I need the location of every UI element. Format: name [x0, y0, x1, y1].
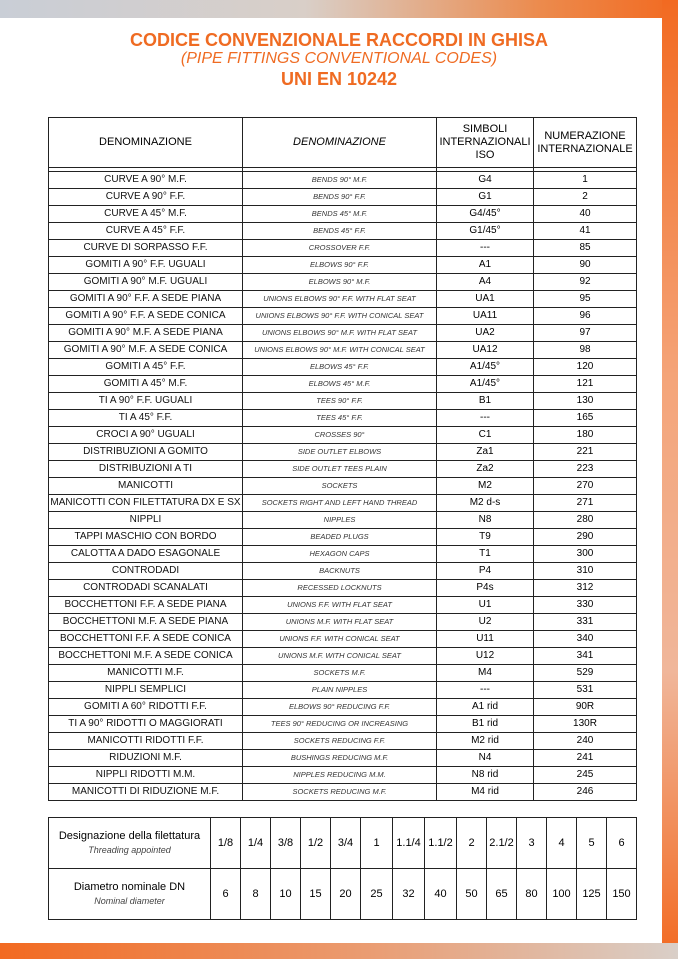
fitting-name-it: CURVE DI SORPASSO F.F.	[49, 240, 243, 257]
header-iso-line: ISO	[475, 149, 495, 161]
fitting-name-it: TI A 90° F.F. UGUALI	[49, 393, 243, 410]
table-row	[49, 580, 637, 597]
international-number: 241	[534, 750, 637, 767]
table-row	[49, 597, 637, 614]
iso-symbol: M4 rid	[437, 784, 534, 801]
international-number: 130	[534, 393, 637, 410]
thread-size-cell: 1.1/4	[393, 818, 425, 869]
fitting-name-it: MANICOTTI DI RIDUZIONE M.F.	[49, 784, 243, 801]
international-number: 300	[534, 546, 637, 563]
table-row	[49, 189, 637, 206]
fitting-name-it: BOCCHETTONI F.F. A SEDE CONICA	[49, 631, 243, 648]
iso-symbol: G4/45°	[437, 206, 534, 223]
international-number: 2	[534, 189, 637, 206]
iso-symbol: ---	[437, 240, 534, 257]
fitting-name-en: ELBOWS 45° M.F.	[243, 376, 437, 393]
fitting-name-en: UNIONS M.F. WITH CONICAL SEAT	[243, 648, 437, 665]
table-row	[49, 291, 637, 308]
table-row	[49, 308, 637, 325]
iso-symbol: P4s	[437, 580, 534, 597]
header-iso-symbols	[437, 118, 534, 168]
iso-symbol: U12	[437, 648, 534, 665]
fitting-name-it: RIDUZIONI M.F.	[49, 750, 243, 767]
iso-symbol: N8	[437, 512, 534, 529]
international-number: 121	[534, 376, 637, 393]
international-number: 331	[534, 614, 637, 631]
fitting-name-en: UNIONS M.F. WITH FLAT SEAT	[243, 614, 437, 631]
fitting-name-en: BEADED PLUGS	[243, 529, 437, 546]
page-subtitle: (PIPE FITTINGS CONVENTIONAL CODES)	[180, 50, 498, 67]
page-title: CODICE CONVENZIONALE RACCORDI IN GHISA	[129, 30, 549, 50]
fitting-name-en: NIPPLES	[243, 512, 437, 529]
international-number: 531	[534, 682, 637, 699]
decorative-top-band	[0, 0, 678, 18]
international-number: 341	[534, 648, 637, 665]
fitting-name-en: SIDE OUTLET TEES PLAIN	[243, 461, 437, 478]
fitting-name-en: BENDS 90° M.F.	[243, 172, 437, 189]
fitting-name-en: UNIONS ELBOWS 90° F.F. WITH CONICAL SEAT	[243, 308, 437, 325]
fitting-name-en: BUSHINGS REDUCING M.F.	[243, 750, 437, 767]
header-num-line: INTERNAZIONALE	[537, 142, 633, 155]
thread-size-cell: 5	[577, 818, 607, 869]
international-number: 240	[534, 733, 637, 750]
international-number: 310	[534, 563, 637, 580]
table-body	[49, 168, 637, 801]
table-row	[49, 631, 637, 648]
fitting-name-it: GOMITI A 90° M.F. UGUALI	[49, 274, 243, 291]
international-number: 312	[534, 580, 637, 597]
decorative-right-band	[662, 0, 678, 959]
fitting-name-it: CONTRODADI SCANALATI	[49, 580, 243, 597]
table-row	[49, 716, 637, 733]
thread-size-cell: 3/8	[271, 818, 301, 869]
nominal-diameter-cell: 100	[547, 869, 577, 920]
nominal-diameter-cell: 10	[271, 869, 301, 920]
iso-symbol: P4	[437, 563, 534, 580]
international-number: 130R	[534, 716, 637, 733]
table-row	[49, 699, 637, 716]
fitting-name-en: SOCKETS	[243, 478, 437, 495]
international-number: 40	[534, 206, 637, 223]
table-row	[49, 461, 637, 478]
iso-symbol: B1	[437, 393, 534, 410]
fitting-name-it: NIPPLI	[49, 512, 243, 529]
table-row	[49, 393, 637, 410]
thread-size-cell: 1/4	[241, 818, 271, 869]
international-number: 223	[534, 461, 637, 478]
iso-symbol: N8 rid	[437, 767, 534, 784]
header-num-line: NUMERAZIONE	[544, 129, 626, 142]
table-row	[49, 614, 637, 631]
international-number: 95	[534, 291, 637, 308]
iso-symbol: UA11	[437, 308, 534, 325]
table-row	[49, 750, 637, 767]
fitting-name-it: TAPPI MASCHIO CON BORDO	[49, 529, 243, 546]
iso-symbol: A1/45°	[437, 359, 534, 376]
table-row	[49, 767, 637, 784]
nominal-diameter-cell: 50	[457, 869, 487, 920]
fitting-name-it: CURVE A 45° F.F.	[49, 223, 243, 240]
thread-size-cell: 3	[517, 818, 547, 869]
iso-symbol: A1	[437, 257, 534, 274]
table-row	[49, 546, 637, 563]
international-number: 96	[534, 308, 637, 325]
nominal-diameter-cell: 40	[425, 869, 457, 920]
threading-table	[48, 817, 637, 920]
iso-symbol: A1/45°	[437, 376, 534, 393]
table-row	[49, 444, 637, 461]
thread-size-cell: 6	[607, 818, 637, 869]
fitting-name-it: GOMITI A 45° M.F.	[49, 376, 243, 393]
international-number: 271	[534, 495, 637, 512]
fitting-name-it: GOMITI A 60° RIDOTTI F.F.	[49, 699, 243, 716]
fitting-name-en: SIDE OUTLET ELBOWS	[243, 444, 437, 461]
fitting-name-it: GOMITI A 90° F.F. A SEDE CONICA	[49, 308, 243, 325]
table-row	[49, 682, 637, 699]
fitting-name-it: DISTRIBUZIONI A GOMITO	[49, 444, 243, 461]
iso-symbol: A4	[437, 274, 534, 291]
nominal-diameter-cell: 20	[331, 869, 361, 920]
diameter-label	[49, 869, 211, 920]
decorative-bottom-band	[0, 943, 678, 959]
iso-symbol: N4	[437, 750, 534, 767]
fitting-name-en: ELBOWS 90° M.F.	[243, 274, 437, 291]
fitting-name-it: BOCCHETTONI F.F. A SEDE PIANA	[49, 597, 243, 614]
table-header-row	[49, 118, 637, 168]
table-row	[49, 240, 637, 257]
iso-symbol: ---	[437, 682, 534, 699]
fitting-name-en: NIPPLES REDUCING M.M.	[243, 767, 437, 784]
fitting-name-it: CURVE A 45° M.F.	[49, 206, 243, 223]
table-row	[49, 274, 637, 291]
thread-size-cell: 2	[457, 818, 487, 869]
thread-size-cell: 2.1/2	[487, 818, 517, 869]
iso-symbol: T9	[437, 529, 534, 546]
fitting-name-en: ELBOWS 45° F.F.	[243, 359, 437, 376]
iso-symbol: M2	[437, 478, 534, 495]
table-row	[49, 359, 637, 376]
international-number: 85	[534, 240, 637, 257]
international-number: 340	[534, 631, 637, 648]
fitting-name-en: PLAIN NIPPLES	[243, 682, 437, 699]
fitting-name-en: BENDS 45° F.F.	[243, 223, 437, 240]
international-number: 90R	[534, 699, 637, 716]
fitting-name-it: GOMITI A 90° F.F. UGUALI	[49, 257, 243, 274]
fitting-name-it: GOMITI A 90° F.F. A SEDE PIANA	[49, 291, 243, 308]
iso-symbol: M2 d-s	[437, 495, 534, 512]
table-row	[49, 733, 637, 750]
table-row	[49, 206, 637, 223]
fitting-name-it: MANICOTTI CON FILETTATURA DX E SX	[49, 495, 243, 512]
international-number: 270	[534, 478, 637, 495]
fitting-name-en: SOCKETS RIGHT AND LEFT HAND THREAD	[243, 495, 437, 512]
nominal-diameter-cell: 80	[517, 869, 547, 920]
fitting-name-en: ELBOWS 90° F.F.	[243, 257, 437, 274]
nominal-diameter-cell: 6	[211, 869, 241, 920]
header-denominazione-it: DENOMINAZIONE	[49, 118, 243, 168]
table-row	[49, 410, 637, 427]
table-row	[49, 376, 637, 393]
international-number: 245	[534, 767, 637, 784]
iso-symbol: UA1	[437, 291, 534, 308]
nominal-diameter-cell: 15	[301, 869, 331, 920]
nominal-diameter-cell: 32	[393, 869, 425, 920]
table-row	[49, 665, 637, 682]
table-row	[49, 172, 637, 189]
table-row	[49, 784, 637, 801]
fitting-name-en: SOCKETS REDUCING F.F.	[243, 733, 437, 750]
threading-label-it: Designazione della filettatura	[58, 830, 201, 842]
fitting-name-it: NIPPLI RIDOTTI M.M.	[49, 767, 243, 784]
table-row	[49, 478, 637, 495]
fitting-name-it: MANICOTTI M.F.	[49, 665, 243, 682]
diameter-row	[49, 869, 637, 920]
fitting-name-it: TI A 45° F.F.	[49, 410, 243, 427]
fitting-name-en: TEES 90° REDUCING OR INCREASING	[243, 716, 437, 733]
international-number: 98	[534, 342, 637, 359]
header-denominazione-en: DENOMINAZIONE	[243, 118, 437, 168]
iso-symbol: U2	[437, 614, 534, 631]
thread-size-cell: 4	[547, 818, 577, 869]
fitting-name-en: HEXAGON CAPS	[243, 546, 437, 563]
header-iso-line: SIMBOLI	[462, 123, 508, 135]
fitting-name-en: TEES 45° F.F.	[243, 410, 437, 427]
fitting-name-en: UNIONS ELBOWS 90° M.F. WITH FLAT SEAT	[243, 325, 437, 342]
international-number: 165	[534, 410, 637, 427]
iso-symbol: G1/45°	[437, 223, 534, 240]
iso-symbol: G1	[437, 189, 534, 206]
fitting-name-it: NIPPLI SEMPLICI	[49, 682, 243, 699]
iso-symbol: M2 rid	[437, 733, 534, 750]
fitting-name-en: CROSSES 90°	[243, 427, 437, 444]
table-row	[49, 512, 637, 529]
fitting-name-it: BOCCHETTONI M.F. A SEDE CONICA	[49, 648, 243, 665]
diameter-label-it: Diametro nominale DN	[73, 881, 186, 893]
fitting-name-en: ELBOWS 90° REDUCING F.F.	[243, 699, 437, 716]
iso-symbol: Za2	[437, 461, 534, 478]
thread-size-cell: 1.1/2	[425, 818, 457, 869]
iso-symbol: Za1	[437, 444, 534, 461]
international-number: 97	[534, 325, 637, 342]
international-number: 290	[534, 529, 637, 546]
iso-symbol: U11	[437, 631, 534, 648]
fitting-name-it: CALOTTA A DADO ESAGONALE	[49, 546, 243, 563]
table-row	[49, 648, 637, 665]
fitting-name-en: TEES 90° F.F.	[243, 393, 437, 410]
international-number: 41	[534, 223, 637, 240]
fitting-name-it: MANICOTTI RIDOTTI F.F.	[49, 733, 243, 750]
table-row	[49, 325, 637, 342]
fitting-name-en: SOCKETS M.F.	[243, 665, 437, 682]
international-number: 1	[534, 172, 637, 189]
table-row	[49, 342, 637, 359]
standard-code: UNI EN 10242	[280, 69, 398, 89]
fitting-name-en: BENDS 45° M.F.	[243, 206, 437, 223]
iso-symbol: B1 rid	[437, 716, 534, 733]
thread-size-cell: 3/4	[331, 818, 361, 869]
iso-symbol: T1	[437, 546, 534, 563]
international-number: 246	[534, 784, 637, 801]
fitting-name-it: CROCI A 90° UGUALI	[49, 427, 243, 444]
iso-symbol: ---	[437, 410, 534, 427]
fitting-name-en: BACKNUTS	[243, 563, 437, 580]
fitting-name-en: BENDS 90° F.F.	[243, 189, 437, 206]
fitting-name-it: GOMITI A 45° F.F.	[49, 359, 243, 376]
title-block	[0, 30, 678, 90]
international-number: 90	[534, 257, 637, 274]
thread-size-cell: 1/8	[211, 818, 241, 869]
nominal-diameter-cell: 25	[361, 869, 393, 920]
international-number: 180	[534, 427, 637, 444]
fitting-name-en: UNIONS F.F. WITH FLAT SEAT	[243, 597, 437, 614]
diameter-label-en: Nominal diameter	[94, 896, 165, 906]
threading-row	[49, 818, 637, 869]
table-row	[49, 257, 637, 274]
fitting-name-en: CROSSOVER F.F.	[243, 240, 437, 257]
nominal-diameter-cell: 150	[607, 869, 637, 920]
threading-label	[49, 818, 211, 869]
nominal-diameter-cell: 8	[241, 869, 271, 920]
fitting-name-it: MANICOTTI	[49, 478, 243, 495]
fitting-name-it: TI A 90° RIDOTTI O MAGGIORATI	[49, 716, 243, 733]
fitting-name-it: GOMITI A 90° M.F. A SEDE PIANA	[49, 325, 243, 342]
iso-symbol: A1 rid	[437, 699, 534, 716]
nominal-diameter-cell: 65	[487, 869, 517, 920]
fitting-name-it: BOCCHETTONI M.F. A SEDE PIANA	[49, 614, 243, 631]
header-international-number	[534, 118, 637, 168]
table-row	[49, 495, 637, 512]
fitting-name-it: CURVE A 90° M.F.	[49, 172, 243, 189]
iso-symbol: G4	[437, 172, 534, 189]
international-number: 221	[534, 444, 637, 461]
iso-symbol: C1	[437, 427, 534, 444]
table-row	[49, 223, 637, 240]
table-row	[49, 529, 637, 546]
international-number: 280	[534, 512, 637, 529]
fitting-name-en: SOCKETS REDUCING M.F.	[243, 784, 437, 801]
nominal-diameter-cell: 125	[577, 869, 607, 920]
international-number: 529	[534, 665, 637, 682]
international-number: 330	[534, 597, 637, 614]
iso-symbol: U1	[437, 597, 534, 614]
fitting-name-en: UNIONS F.F. WITH CONICAL SEAT	[243, 631, 437, 648]
fitting-name-it: CURVE A 90° F.F.	[49, 189, 243, 206]
table-row	[49, 563, 637, 580]
fitting-name-en: UNIONS ELBOWS 90° F.F. WITH FLAT SEAT	[243, 291, 437, 308]
international-number: 92	[534, 274, 637, 291]
table-row	[49, 427, 637, 444]
header-iso-line: INTERNAZIONALI	[439, 136, 531, 148]
fittings-table	[48, 117, 637, 801]
iso-symbol: M4	[437, 665, 534, 682]
fitting-name-it: CONTRODADI	[49, 563, 243, 580]
threading-label-en: Threading appointed	[88, 845, 171, 855]
fitting-name-en: RECESSED LOCKNUTS	[243, 580, 437, 597]
fitting-name-en: UNIONS ELBOWS 90° M.F. WITH CONICAL SEAT	[243, 342, 437, 359]
fitting-name-it: DISTRIBUZIONI A TI	[49, 461, 243, 478]
thread-size-cell: 1/2	[301, 818, 331, 869]
fitting-name-it: GOMITI A 90° M.F. A SEDE CONICA	[49, 342, 243, 359]
iso-symbol: UA12	[437, 342, 534, 359]
thread-size-cell: 1	[361, 818, 393, 869]
international-number: 120	[534, 359, 637, 376]
iso-symbol: UA2	[437, 325, 534, 342]
